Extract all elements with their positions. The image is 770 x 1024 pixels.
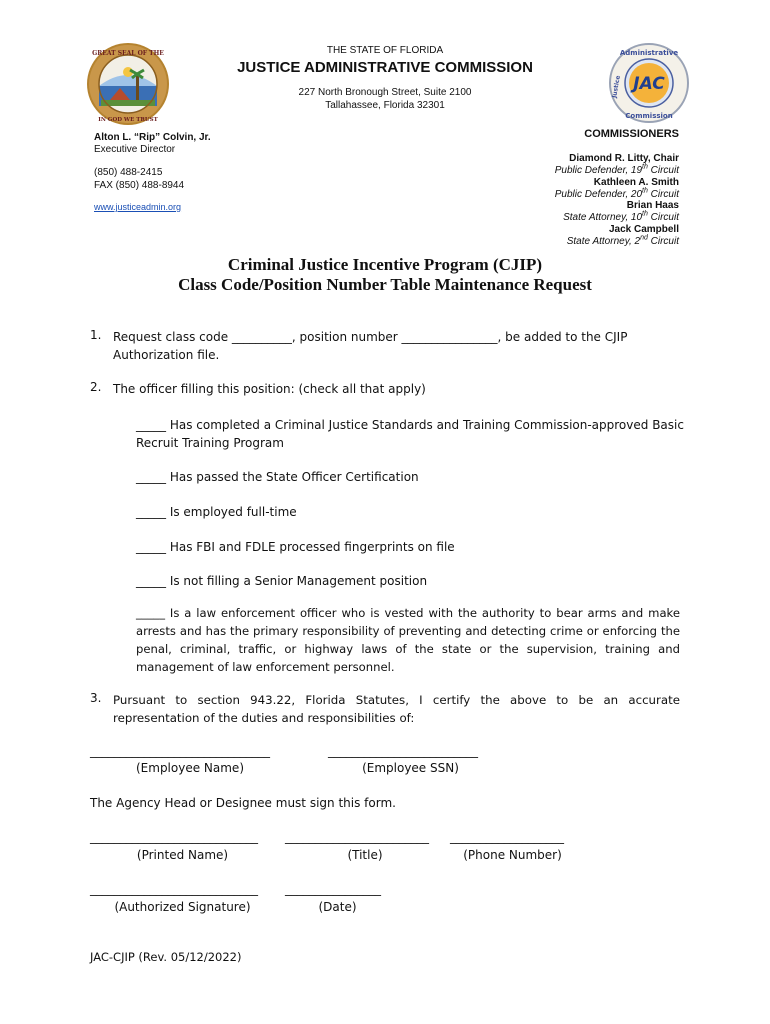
commissioner-name: Brian Haas xyxy=(626,200,679,211)
item-number: 3. xyxy=(90,691,102,705)
authorized-signature-label: (Authorized Signature) xyxy=(114,900,251,914)
agency-head-note: The Agency Head or Designee must sign this form. xyxy=(90,796,396,810)
form-title-line-2: Class Code/Position Number Table Maintenance Request xyxy=(178,275,592,294)
checkbox-option[interactable]: _____ Has completed a Criminal Justice Standards and Training Commission-approved Basic xyxy=(136,418,684,432)
address-line-2: Tallahassee, Florida 32301 xyxy=(325,100,445,111)
commissioner-role: Public Defender, 19th Circuit xyxy=(554,163,679,176)
address-line-1: 227 North Bronough Street, Suite 2100 xyxy=(298,87,472,98)
commissioner-name: Jack Campbell xyxy=(608,224,679,235)
phone-number-field[interactable]: ___________________ xyxy=(450,830,564,844)
fax-number: FAX (850) 488-8944 xyxy=(94,180,185,191)
phone-number-label: (Phone Number) xyxy=(463,848,562,862)
svg-text:Administrative: Administrative xyxy=(619,49,679,57)
title-field[interactable]: ________________________ xyxy=(285,830,429,844)
commissioner-role: State Attorney, 10th Circuit xyxy=(563,210,679,223)
checkbox-option-continued: Recruit Training Program xyxy=(136,436,284,450)
employee-ssn-field[interactable]: _________________________ xyxy=(328,744,478,758)
executive-director-name: Alton L. “Rip” Colvin, Jr. xyxy=(94,132,211,143)
date-label: (Date) xyxy=(318,900,357,914)
printed-name-field[interactable]: ____________________________ xyxy=(90,830,258,844)
item-2-text: The officer filling this position: (check all that apply) xyxy=(113,382,426,396)
state-heading: THE STATE OF FLORIDA xyxy=(326,45,444,56)
printed-name-label: (Printed Name) xyxy=(136,848,229,862)
employee-ssn-label: (Employee SSN) xyxy=(362,761,459,775)
svg-text:JAC: JAC xyxy=(633,74,665,94)
form-title-line-1: Criminal Justice Incentive Program (CJIP) xyxy=(227,255,543,274)
item-1-text-continued: Authorization file. xyxy=(113,348,220,362)
employee-name-field[interactable]: ______________________________ xyxy=(90,744,270,758)
phone-number: (850) 488-2415 xyxy=(94,167,163,178)
checkbox-option[interactable]: _____ Is a law enforcement officer who is vested with the authority to bear arms and make arrests and has the primary responsibility of preventing and detecting crime or enforcing the penal, criminal, traffic, or highway laws of the state or the supervision, training and management of law enforcement personnel. xyxy=(136,606,680,674)
checkbox-option[interactable]: _____ Is not filling a Senior Management position xyxy=(136,574,428,588)
svg-text:Justice: Justice xyxy=(611,74,622,99)
item-1-text: Request class code __________, position number ________________, be added to the CJIP xyxy=(113,330,628,344)
svg-text:Commission: Commission xyxy=(625,112,673,120)
commissioner-name: Kathleen A. Smith xyxy=(593,177,679,188)
commissioner-role: Public Defender, 20th Circuit xyxy=(554,187,679,200)
item-number: 2. xyxy=(90,380,102,394)
checkbox-option[interactable]: _____ Is employed full-time xyxy=(136,505,297,519)
employee-name-label: (Employee Name) xyxy=(135,761,244,775)
date-field[interactable]: ________________ xyxy=(285,882,381,896)
executive-director-title: Executive Director xyxy=(94,144,176,155)
title-label: (Title) xyxy=(347,848,383,862)
commissioner-role: State Attorney, 2nd Circuit xyxy=(566,234,679,247)
form-footer-revision: JAC-CJIP (Rev. 05/12/2022) xyxy=(90,950,242,964)
commissioners-heading: COMMISSIONERS xyxy=(584,128,679,140)
item-3-text: Pursuant to section 943.22, Florida Statutes, I certify the above to be an accurate representation of the duties and responsibilities of: xyxy=(113,693,680,725)
commissioner-name: Diamond R. Litty, Chair xyxy=(569,153,679,164)
svg-text:IN GOD WE TRUST: IN GOD WE TRUST xyxy=(98,117,158,123)
website-link[interactable]: www.justiceadmin.org xyxy=(94,202,182,212)
checkbox-option[interactable]: _____ Has FBI and FDLE processed fingerprints on file xyxy=(136,540,455,554)
svg-text:GREAT SEAL OF THE: GREAT SEAL OF THE xyxy=(92,50,164,57)
agency-name: JUSTICE ADMINISTRATIVE COMMISSION xyxy=(237,59,533,76)
checkbox-option[interactable]: _____ Has passed the State Officer Certification xyxy=(136,470,419,484)
item-number: 1. xyxy=(90,328,102,342)
authorized-signature-field[interactable]: ____________________________ xyxy=(90,882,258,896)
